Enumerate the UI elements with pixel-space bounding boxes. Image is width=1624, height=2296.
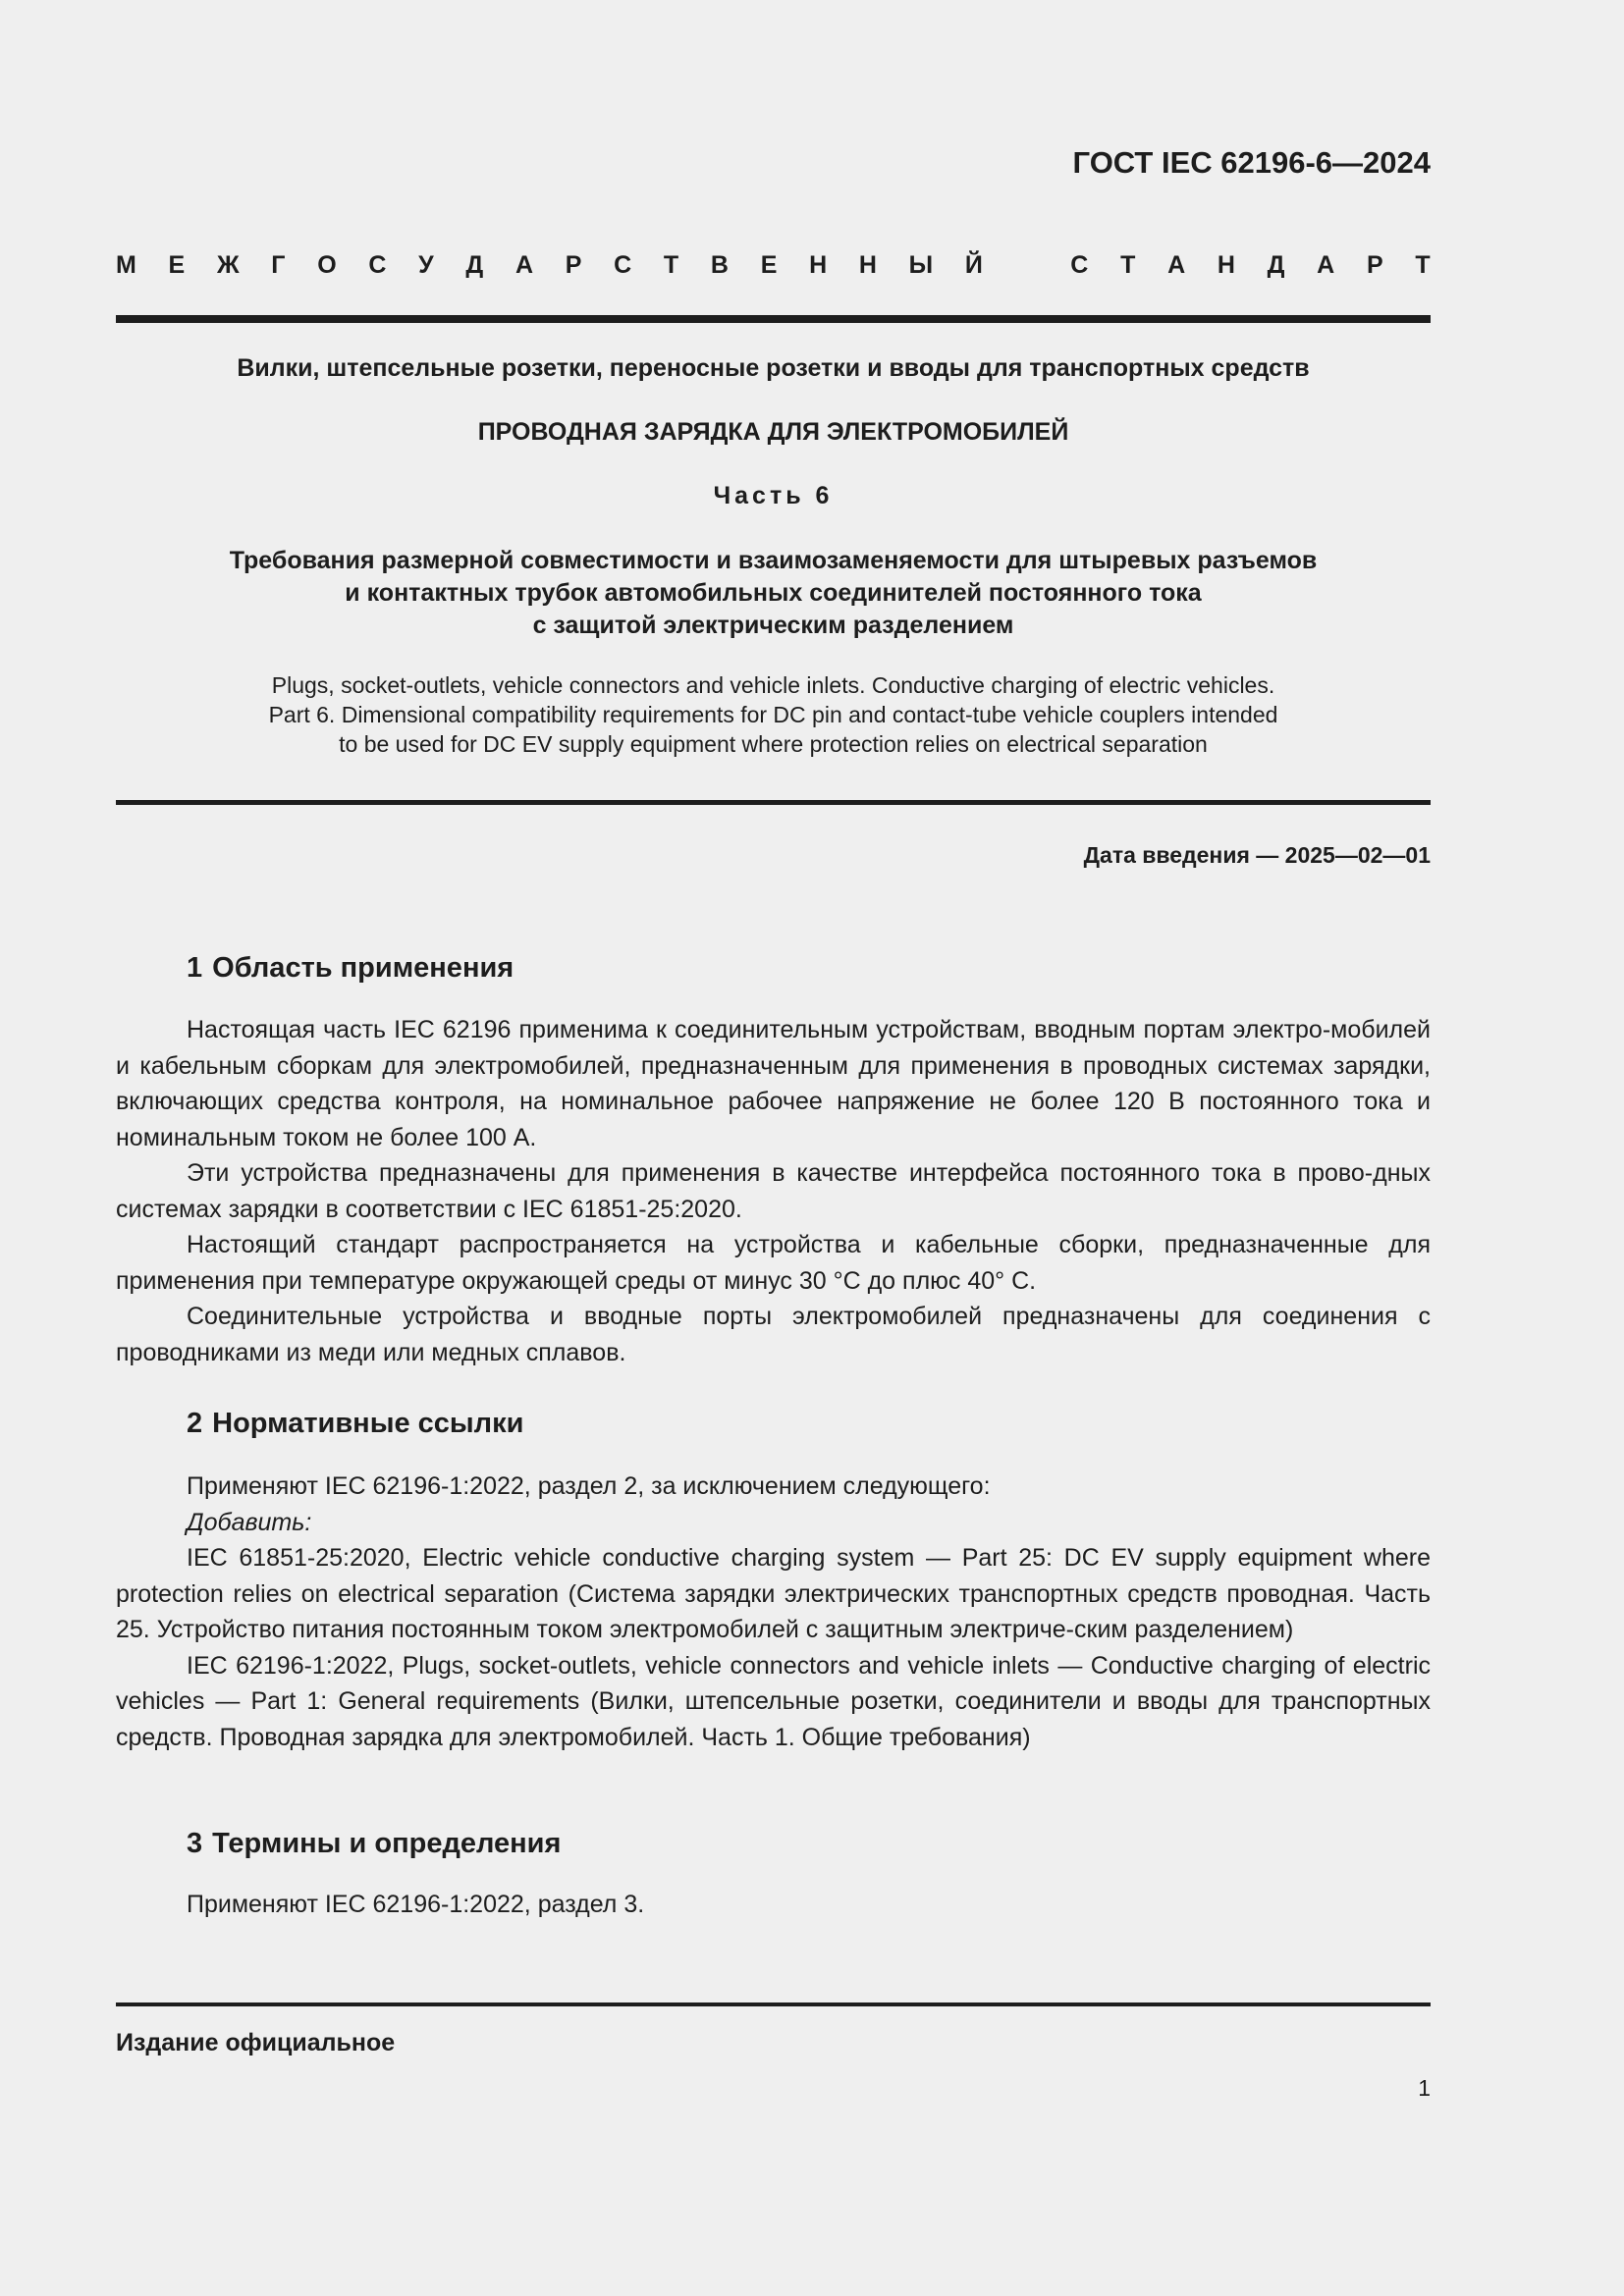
letter: Т [1415, 251, 1431, 279]
title-divider [116, 800, 1431, 805]
letter: Н [858, 251, 877, 279]
letter: Р [565, 251, 582, 279]
section-number: 3 [187, 1828, 203, 1859]
document-code: ГОСТ IEC 62196-6—2024 [1072, 145, 1431, 180]
letter: Е [168, 251, 186, 279]
letter [1015, 251, 1039, 280]
letter: А [1167, 251, 1186, 279]
letter: М [116, 251, 136, 279]
section-number: 2 [187, 1408, 203, 1439]
letter: Й [964, 251, 983, 279]
title-subject: ПРОВОДНАЯ ЗАРЯДКА ДЛЯ ЭЛЕКТРОМОБИЛЕЙ [477, 418, 1069, 446]
paragraph: Применяют IEC 62196-1:2022, раздел 2, за исключением следующего: [187, 1472, 991, 1500]
section-3-body [116, 1887, 1431, 1923]
letter: С [368, 251, 387, 279]
reference-iec-61851-25: IEC 61851-25:2020, Electric vehicle conductive charging system — Part 25: DC EV supply equipment where protection relies on electrical separation (Система зарядки электрических транспортных средств проводная. Часть 25. Устройство питания постоянным током электромобилей с защитным электриче-ским разделением) [116, 1544, 1431, 1643]
letter: Е [760, 251, 778, 279]
section-number: 1 [187, 952, 203, 984]
letter: О [317, 251, 337, 279]
section-1-heading [187, 952, 514, 985]
paragraph: Настоящий стандарт распространяется на устройства и кабельные сборки, предназначенные для применения при температуре окружающей среды от минус 30 °С до плюс 40° С. [116, 1231, 1431, 1295]
title-part: Часть 6 [713, 482, 834, 509]
letter: Д [1267, 251, 1285, 279]
section-3-heading [187, 1828, 561, 1860]
section-title: Термины и определения [212, 1828, 562, 1859]
section-title: Область применения [212, 952, 514, 984]
letter: Р [1366, 251, 1383, 279]
paragraph: Применяют IEC 62196-1:2022, раздел 3. [187, 1891, 645, 1918]
edition-label: Издание официальное [116, 2029, 396, 2056]
letter: У [418, 251, 434, 279]
letter: Г [271, 251, 286, 279]
introduction-date: Дата введения — 2025—02—01 [1083, 842, 1431, 868]
letter: Т [1120, 251, 1136, 279]
letter: Н [809, 251, 828, 279]
section-2-body [116, 1468, 1431, 1755]
paragraph: Эти устройства предназначены для применения в качестве интерфейса постоянного тока в прово-дных системах зарядки в соответствии с IEC 61851-25:2020. [116, 1159, 1431, 1223]
letter: А [514, 251, 534, 279]
letter: Ж [216, 251, 240, 279]
letter: Ы [908, 251, 934, 279]
letter: А [1317, 251, 1335, 279]
footer-divider [116, 2002, 1431, 2006]
letter: Д [465, 251, 484, 279]
reference-iec-62196-1: IEC 62196-1:2022, Plugs, socket-outlets, vehicle connectors and vehicle inlets — Conductive charging of electric vehicles — Part 1: General requirements (Вилки, штепсельные розетки, соединители и вводы для транспортных средств. Проводная зарядка для электромобилей. Часть 1. Общие требования) [116, 1651, 1431, 1751]
section-2-heading [187, 1408, 523, 1440]
title-english: Plugs, socket-outlets, vehicle connectors and vehicle inlets. Conductive charging of electric vehicles. Part 6. Dimensional compatibility requirements for DC pin and contact-tube vehicle couplers intended to be used for DC EV supply equipment where protection relies on electrical separation [268, 672, 1278, 757]
title-general: Вилки, штепсельные розетки, переносные розетки и вводы для транспортных средств [237, 354, 1310, 382]
letter: С [1070, 251, 1089, 279]
paragraph: Соединительные устройства и вводные порты электромобилей предназначены для соединения с проводниками из меди или медных сплавов. [116, 1303, 1431, 1366]
section-title: Нормативные ссылки [212, 1408, 524, 1439]
letter: Н [1217, 251, 1235, 279]
top-divider [116, 315, 1431, 323]
title-specific: Требования размерной совместимости и взаимозаменяемости для штыревых разъемов и контактных трубок автомобильных соединителей постоянного тока с защитой электрическим разделением [229, 547, 1318, 639]
standard-type [116, 251, 1431, 280]
letter: Т [663, 251, 679, 279]
paragraph: Настоящая часть IEC 62196 применима к соединительным устройствам, вводным портам электро-мобилей и кабельным сборкам для электромобилей, предназначенным для применения в проводных системах зарядки, включающих средства контроля, на номинальное рабочее напряжение не более 120 В постоянного тока и номинальным током не более 100 А. [116, 1016, 1431, 1151]
letter: С [614, 251, 632, 279]
letter: В [710, 251, 729, 279]
page-number: 1 [1418, 2075, 1431, 2101]
section-1-body [116, 1012, 1431, 1370]
paragraph-add: Добавить: [187, 1508, 312, 1536]
